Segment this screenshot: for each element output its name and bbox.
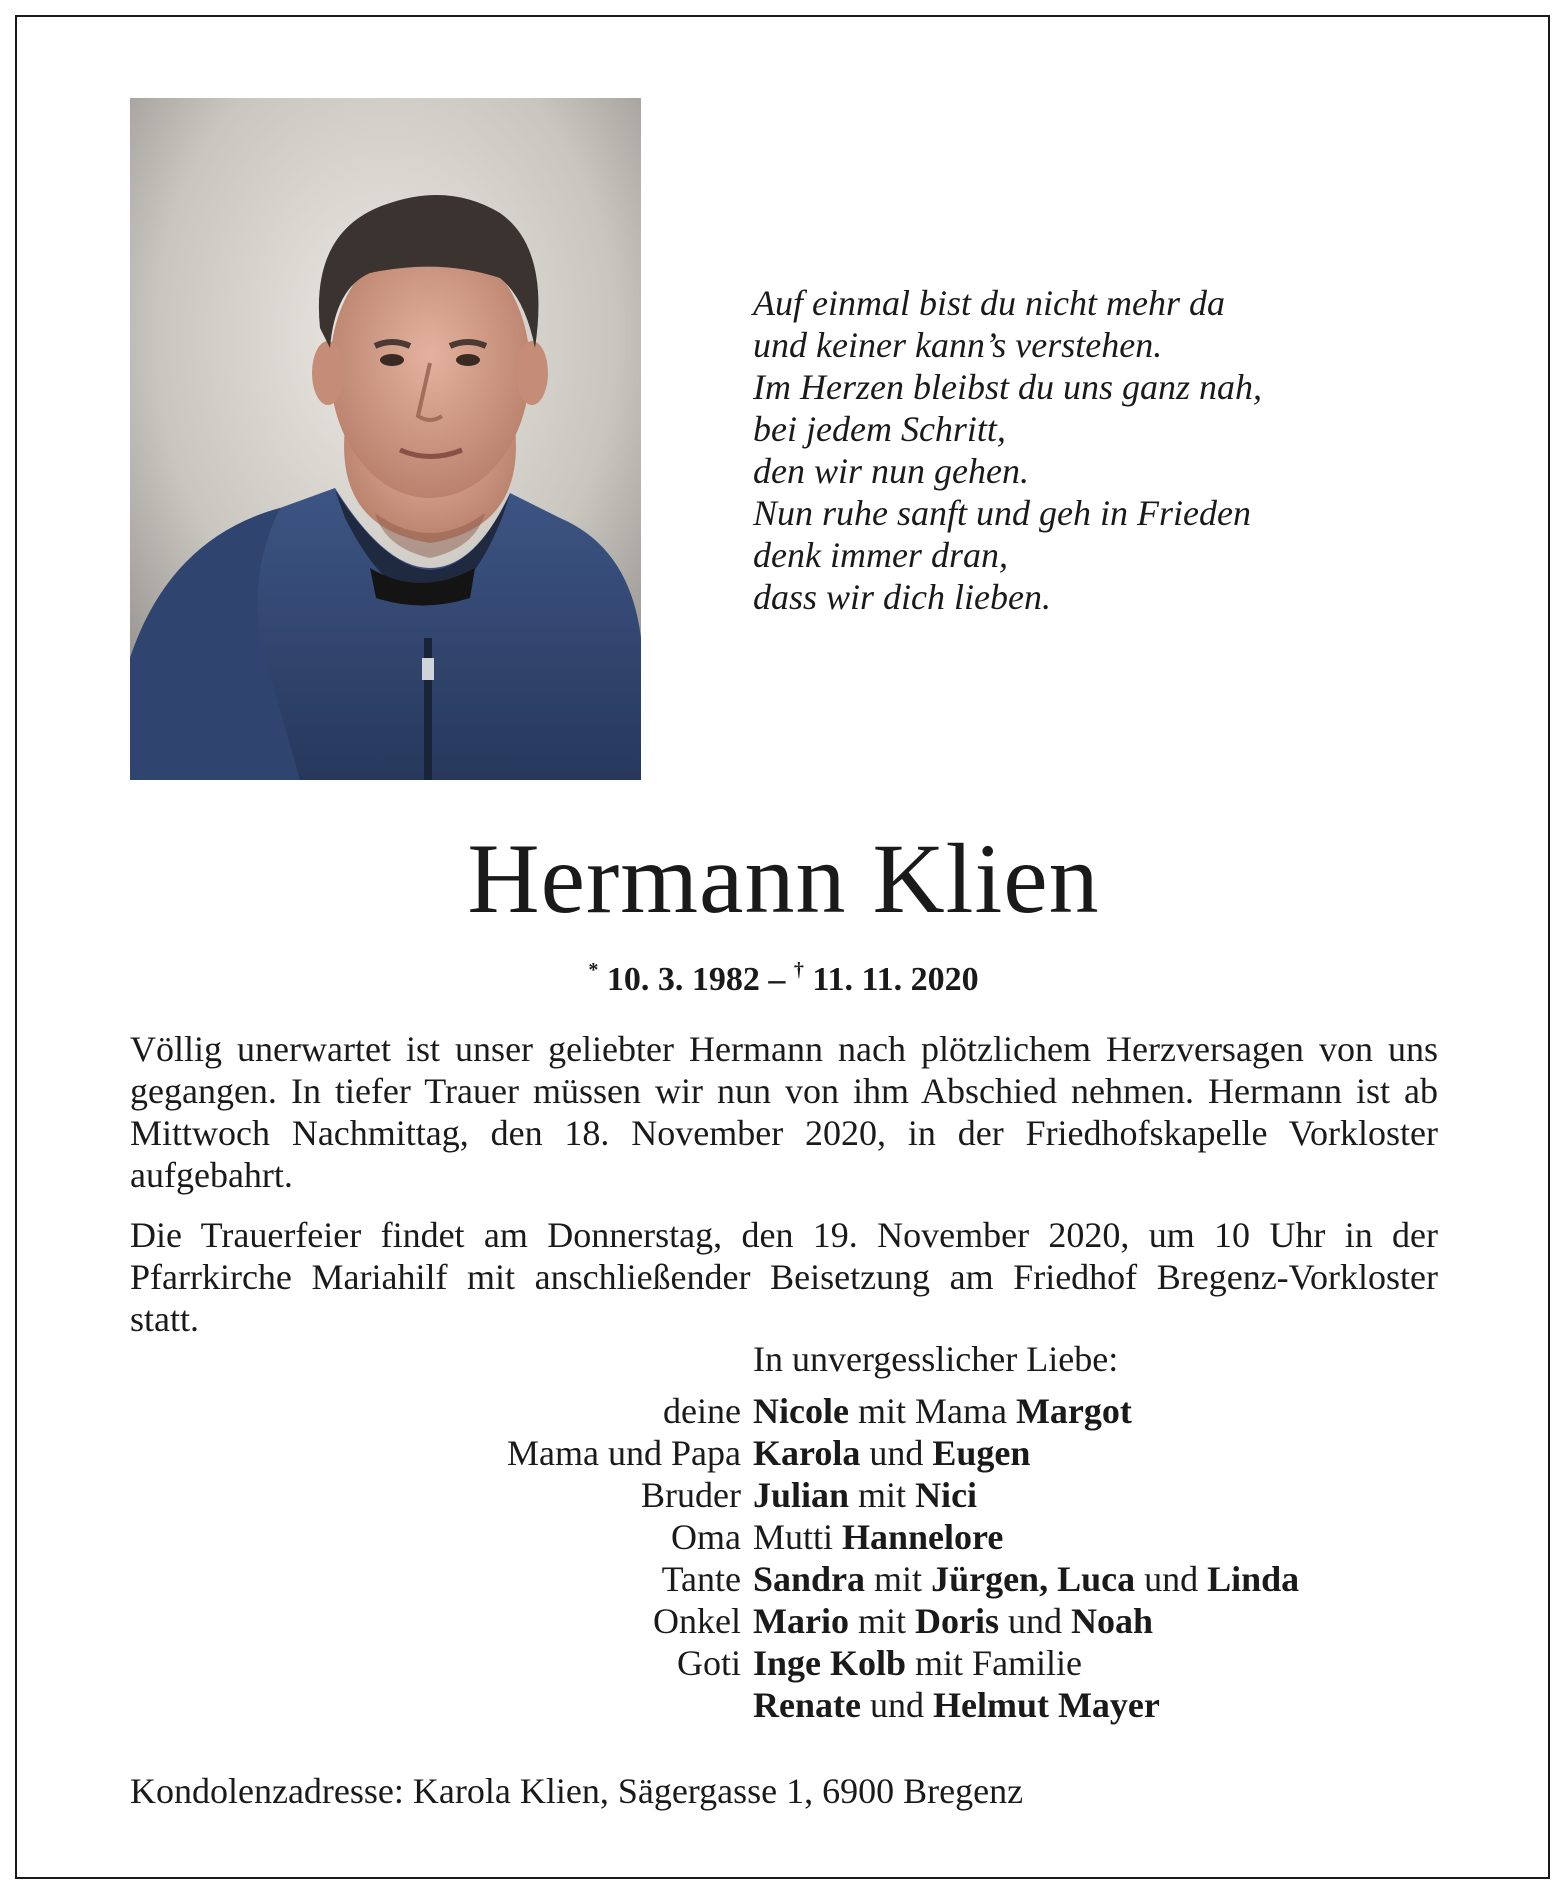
poem-line: und keiner kann’s verstehen. [753, 325, 1163, 365]
family-names [753, 1432, 1030, 1474]
family-relation: Mama und Papa [507, 1433, 741, 1473]
poem-line: denk immer dran, [753, 535, 1008, 575]
poem-line: Nun ruhe sanft und geh in Frieden [753, 493, 1251, 533]
family-names [753, 1516, 1003, 1558]
family-relation: Goti [676, 1643, 741, 1683]
family-names [753, 1684, 1160, 1726]
family-row [0, 1390, 1567, 1432]
family-member-name: Helmut Mayer [932, 1685, 1160, 1725]
poem-line: Auf einmal bist du nicht mehr da [753, 283, 1225, 323]
portrait-icon [130, 98, 641, 780]
family-member-name: Noah [1070, 1601, 1154, 1641]
family-relation: Tante [661, 1559, 741, 1599]
family-names [753, 1390, 1132, 1432]
family-relation: Bruder [641, 1475, 741, 1515]
family-row [0, 1432, 1567, 1474]
family-connector: mit Familie [906, 1643, 1083, 1683]
family-member-name: Karola [753, 1433, 861, 1473]
family-member-name: Julian [753, 1475, 850, 1515]
family-row [0, 1642, 1567, 1684]
closing-line: In unvergesslicher Liebe: [753, 1339, 1119, 1379]
family-connector: Mutti [753, 1517, 843, 1557]
death-symbol: † [793, 959, 804, 981]
life-dates [0, 950, 1567, 1000]
poem-line: den wir nun gehen. [753, 451, 1029, 491]
poem [753, 282, 1433, 618]
family-member-name: Inge Kolb [753, 1643, 907, 1683]
family-member-name: Sandra [753, 1559, 866, 1599]
family-connector: und [860, 1685, 933, 1725]
family-relation: deine [663, 1391, 741, 1431]
family-member-name: Renate [753, 1685, 861, 1725]
family-connector: mit [848, 1601, 915, 1641]
family-names [753, 1558, 1299, 1600]
family-row [0, 1558, 1567, 1600]
family-list [0, 1390, 1567, 1726]
family-connector: und [998, 1601, 1071, 1641]
birth-date: 10. 3. 1982 [606, 961, 760, 998]
family-member-name: Doris [914, 1601, 999, 1641]
date-separator: – [768, 961, 786, 998]
family-row [0, 1516, 1567, 1558]
family-member-name: Margot [1015, 1391, 1132, 1431]
funeral-paragraph: Die Trauerfeier findet am Donnerstag, den 19. November 2020, um 10 Uhr in der Pfarrkirche Mariahilf mit anschließender Beisetzung am Friedhof Bregenz-Vorkloster statt. [130, 1215, 1438, 1339]
family-member-name: Jürgen, Luca [931, 1559, 1136, 1599]
family-names [753, 1600, 1153, 1642]
family-member-name: Nicole [753, 1391, 849, 1431]
family-row [0, 1474, 1567, 1516]
family-member-name: Mario [753, 1601, 849, 1641]
family-member-name: Hannelore [842, 1517, 1004, 1557]
family-member-name: Nici [915, 1475, 978, 1515]
family-names [753, 1474, 977, 1516]
family-names [753, 1642, 1082, 1684]
family-connector: und [860, 1433, 933, 1473]
family-row [0, 1684, 1567, 1726]
family-row [0, 1600, 1567, 1642]
portrait-photo [130, 98, 641, 780]
family-relation: Onkel [653, 1601, 741, 1641]
condolence-address: Kondolenzadresse: Karola Klien, Sägergasse 1, 6900 Bregenz [130, 1771, 1024, 1811]
poem-line: Im Herzen bleibst du uns ganz nah, [753, 367, 1262, 407]
family-connector: mit [865, 1559, 932, 1599]
family-connector: und [1135, 1559, 1208, 1599]
family-member-name: Eugen [932, 1433, 1031, 1473]
family-connector: mit [849, 1475, 916, 1515]
family-member-name: Linda [1207, 1559, 1300, 1599]
poem-line: bei jedem Schritt, [753, 409, 1006, 449]
deceased-name: Hermann Klien [467, 823, 1100, 934]
family-connector: mit Mama [848, 1391, 1016, 1431]
death-date: 11. 11. 2020 [812, 961, 979, 998]
birth-symbol: * [588, 959, 599, 981]
announcement-paragraph: Völlig unerwartet ist unser geliebter Hermann nach plötzlichem Herzversagen von uns gegangen. In tiefer Trauer müssen wir nun von ihm Abschied nehmen. Hermann ist ab Mittwoch Nachmittag, den 18. November 2020, in der Friedhofskapelle Vorkloster aufgebahrt. [130, 1029, 1438, 1195]
family-relation: Oma [671, 1517, 741, 1557]
poem-line: dass wir dich lieben. [753, 577, 1051, 617]
